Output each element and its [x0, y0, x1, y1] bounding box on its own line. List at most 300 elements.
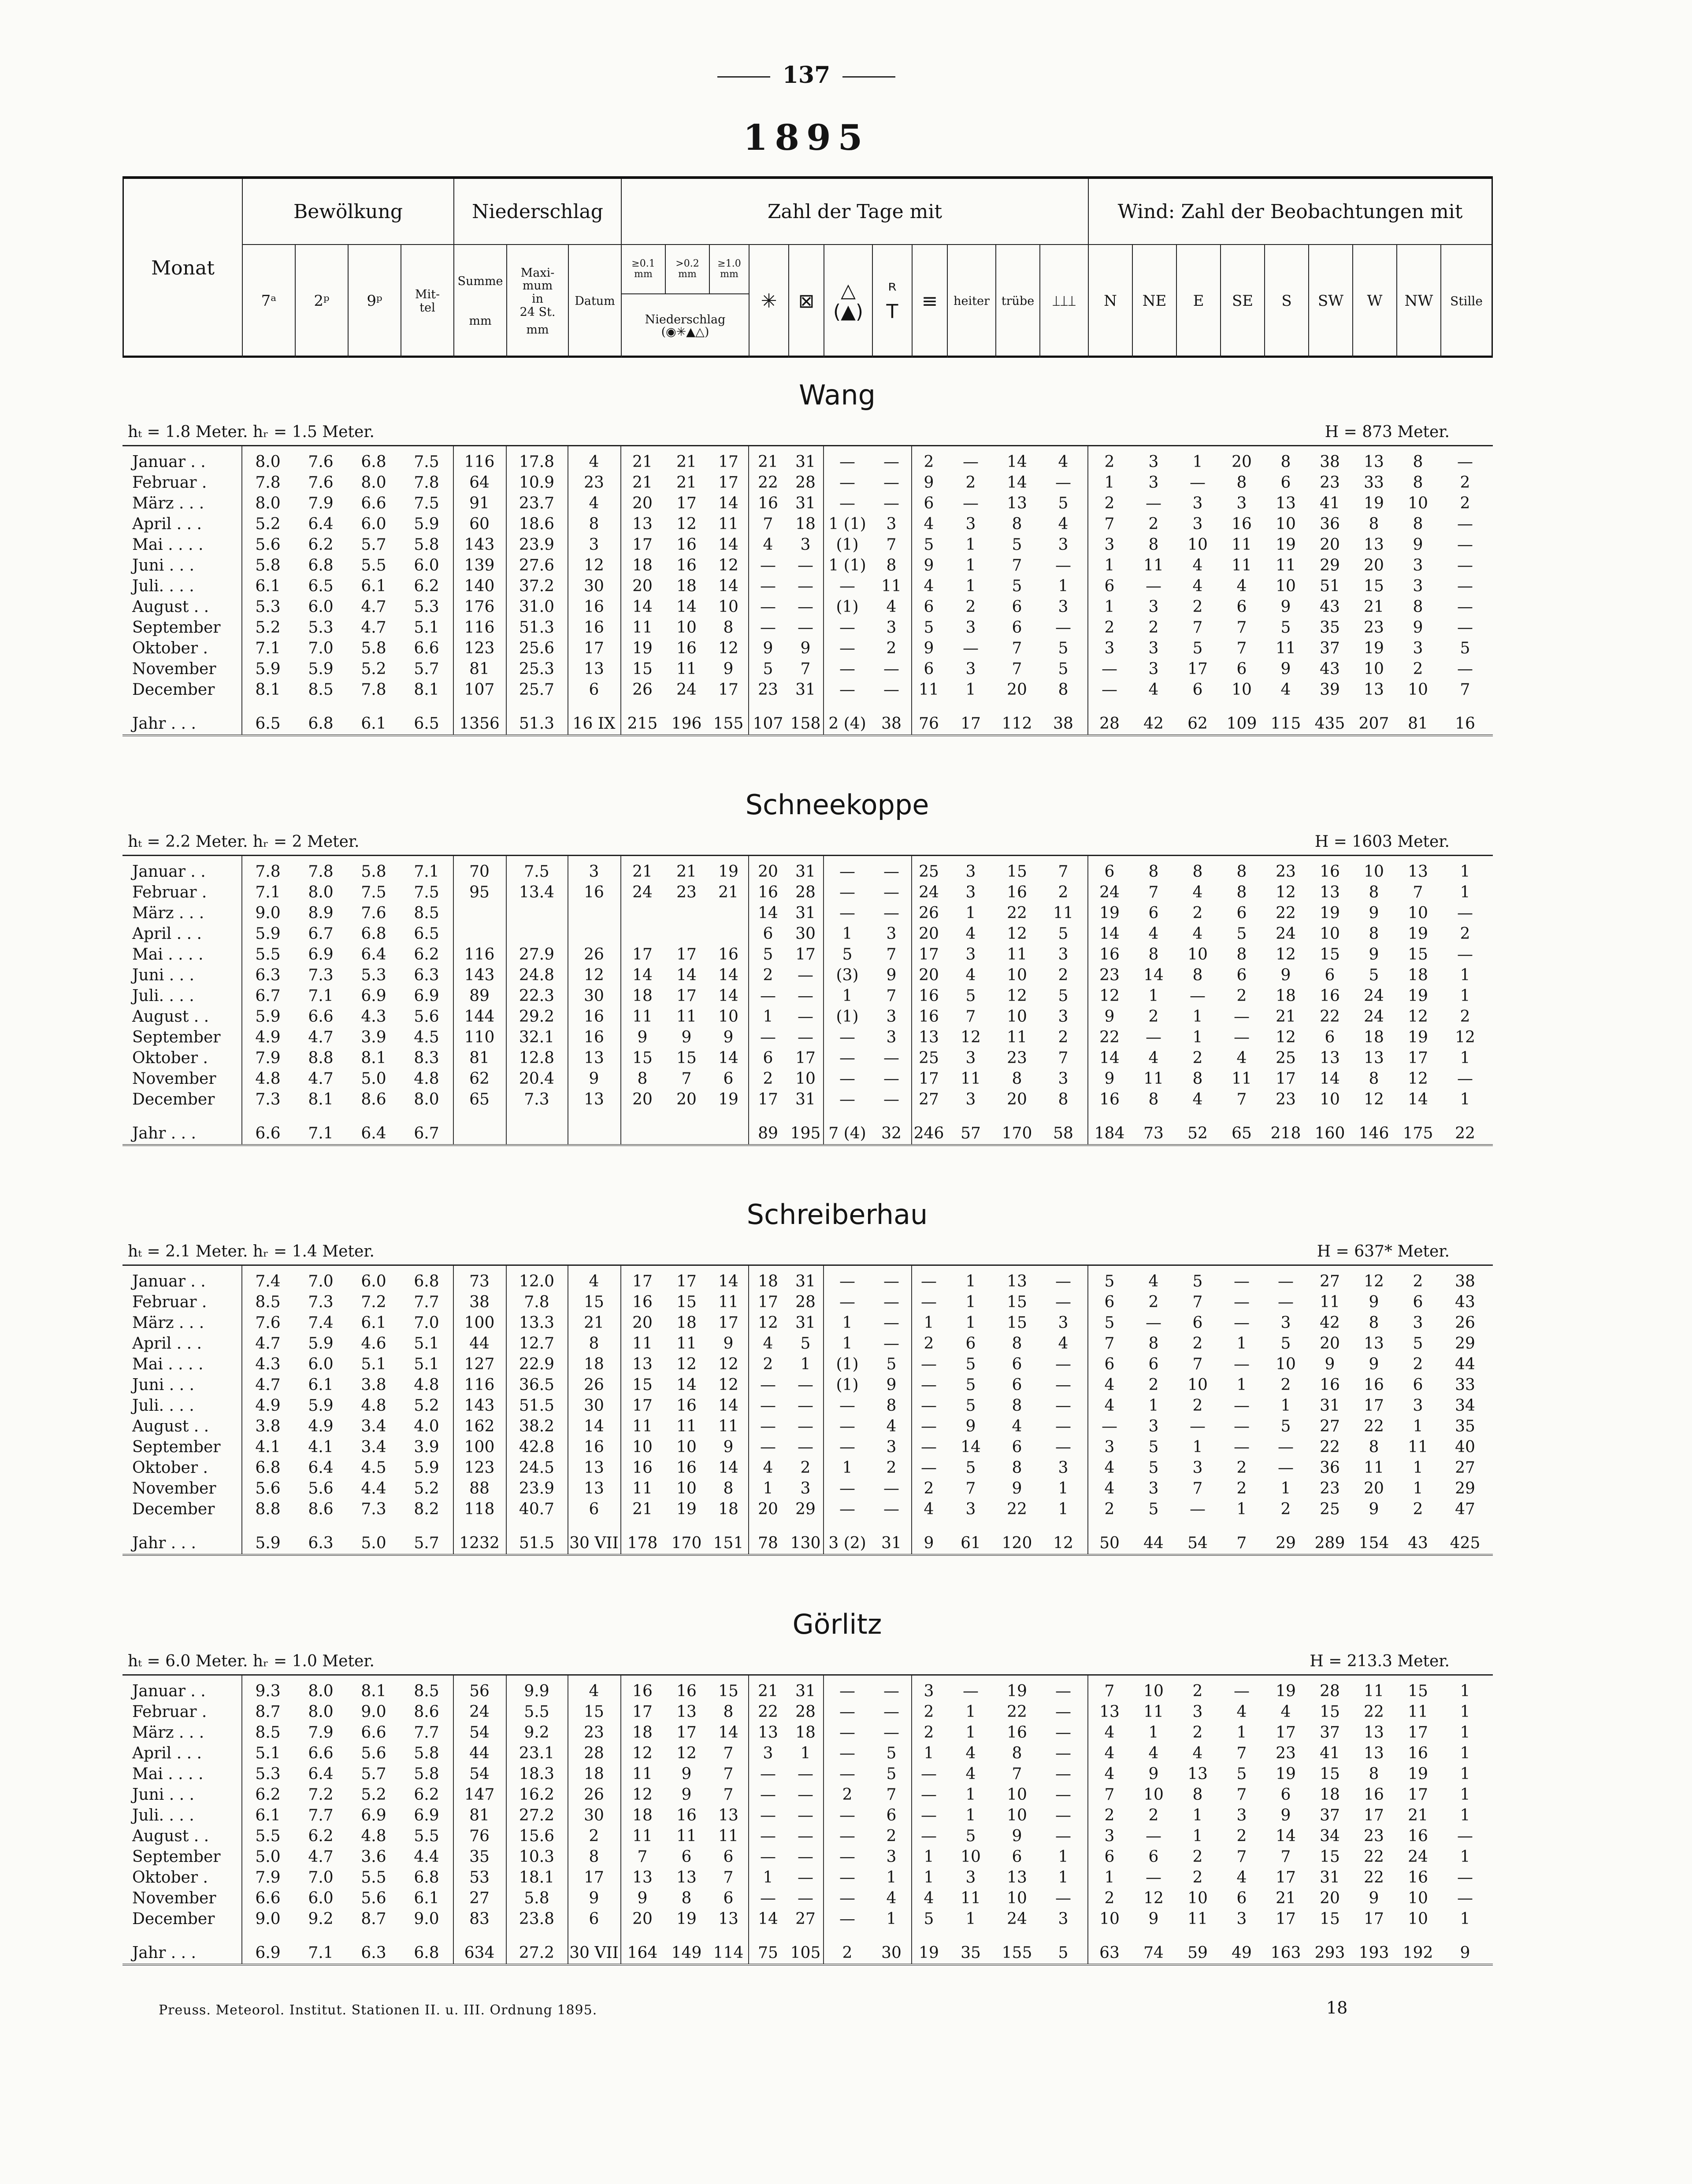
table-cell: 11	[632, 1008, 653, 1026]
table-cell: 4	[589, 494, 599, 512]
table-cell: 12	[1276, 883, 1296, 901]
table-cell: 18	[632, 1806, 653, 1824]
table-cell: —	[1190, 987, 1206, 1005]
table-cell: 28	[795, 1703, 816, 1721]
table-cell: 2	[1148, 1806, 1159, 1824]
table-cell: 24.5	[519, 1459, 555, 1477]
table-cell: 14	[1099, 1049, 1120, 1067]
table-cell: 1	[965, 1786, 976, 1804]
table-cell: 8	[1236, 883, 1247, 901]
table-cell: 7	[723, 1765, 734, 1783]
table-cell: 1	[965, 556, 976, 575]
table-cell: 10	[1099, 1910, 1120, 1928]
month-label: März . . .	[132, 1724, 204, 1742]
table-cell: 20	[1320, 536, 1340, 554]
table-cell: 7.4	[255, 1272, 281, 1290]
table-cell: 6.2	[414, 577, 439, 595]
table-cell: 30 VII	[569, 1534, 619, 1552]
table-cell: 6.7	[255, 987, 281, 1005]
table-cell: 1	[1058, 1869, 1069, 1887]
table-cell: 61	[961, 1534, 981, 1552]
table-cell: 20	[632, 1314, 653, 1332]
table-cell: 4	[924, 515, 934, 533]
table-cell: 5.0	[361, 1070, 386, 1088]
table-cell: 8.1	[361, 1682, 386, 1700]
table-cell: —	[839, 1397, 855, 1415]
table-cell: 11	[632, 1765, 653, 1783]
table-cell: 146	[1358, 1124, 1389, 1142]
table-cell: 13	[1320, 1049, 1340, 1067]
table-cell: 1	[763, 1008, 773, 1026]
table-cell: 24	[1007, 1910, 1027, 1928]
table-cell: 3	[965, 883, 976, 901]
header-wind-s: S	[1265, 245, 1309, 358]
table-cell: 15	[1364, 577, 1384, 595]
table-cell: 11	[1007, 1028, 1027, 1046]
table-cell: 10	[1143, 1682, 1164, 1700]
table-cell: —	[839, 1869, 855, 1887]
table-cell: 1	[1104, 474, 1115, 492]
table-cell: 170	[1002, 1124, 1032, 1142]
table-cell: 11	[961, 1070, 981, 1088]
table-cell: 435	[1314, 715, 1345, 733]
table-cell: 9	[1280, 660, 1291, 678]
table-cell: —	[839, 1438, 855, 1456]
table-cell: 44	[469, 1335, 490, 1353]
sheet-number: 18	[1326, 1998, 1348, 2017]
table-cell: 6	[1325, 966, 1335, 984]
table-cell: 20	[632, 494, 653, 512]
table-cell: 9	[924, 1534, 934, 1552]
table-cell: 17	[919, 1070, 939, 1088]
table-cell: 140	[464, 577, 495, 595]
table-cell: 11	[1187, 1910, 1208, 1928]
table-cell: 12	[758, 1314, 778, 1332]
table-cell: 143	[464, 1397, 495, 1415]
table-cell: 5	[965, 987, 976, 1005]
table-cell: —	[1146, 1827, 1161, 1845]
table-cell: —	[1234, 1438, 1250, 1456]
table-cell: 8	[1280, 453, 1291, 471]
table-row	[122, 1702, 1493, 1722]
table-row	[122, 472, 1493, 493]
table-cell: 7	[1104, 1335, 1115, 1353]
table-cell: 6	[1104, 863, 1115, 881]
table-cell: 6	[589, 1910, 599, 1928]
table-cell: 9	[1369, 946, 1379, 964]
table-cell: 5	[763, 946, 773, 964]
table-cell: —	[798, 987, 813, 1005]
table-cell: 1 (1)	[828, 556, 866, 575]
table-cell: 34	[1455, 1397, 1475, 1415]
table-cell: 3	[1192, 515, 1203, 533]
table-cell: 2	[1236, 987, 1247, 1005]
table-cell: —	[798, 556, 813, 575]
table-cell: 10	[1007, 1806, 1027, 1824]
table-cell: 9	[1280, 966, 1291, 984]
table-cell: 6.4	[308, 1459, 334, 1477]
table-cell: 12	[718, 639, 738, 657]
table-cell: 2	[1280, 1500, 1291, 1518]
table-cell: 6	[1104, 1355, 1115, 1373]
table-cell: 5	[1280, 1335, 1291, 1353]
table-cell: 8	[1058, 681, 1069, 699]
table-cell: 13	[1364, 1724, 1384, 1742]
table-cell: 4	[1104, 1479, 1115, 1498]
table-cell: 8	[1369, 925, 1379, 943]
table-cell: 30	[795, 925, 816, 943]
table-cell: 54	[469, 1765, 490, 1783]
table-cell: 18	[795, 1724, 816, 1742]
month-label: Oktober .	[132, 1459, 208, 1477]
table-cell: 51.3	[519, 619, 555, 637]
table-cell: 18	[584, 1355, 604, 1373]
table-cell: 58	[1053, 1124, 1073, 1142]
table-cell: —	[1055, 556, 1071, 575]
table-cell: 4	[1104, 1744, 1115, 1762]
table-cell: 5.9	[308, 1397, 334, 1415]
table-cell: 13	[919, 1028, 939, 1046]
table-cell: 2	[886, 1459, 897, 1477]
table-cell: 9	[1460, 1944, 1470, 1962]
table-cell: 6	[924, 494, 934, 512]
table-cell: 44	[1143, 1534, 1164, 1552]
table-cell: 3	[1058, 1910, 1069, 1928]
table-cell	[453, 923, 506, 944]
table-cell: 5.6	[361, 1744, 386, 1762]
table-cell: 18	[758, 1272, 778, 1290]
table-cell: —	[839, 1272, 855, 1290]
table-cell: 21	[1364, 598, 1384, 616]
table-cell: 5.9	[308, 1335, 334, 1353]
table-cell: 14	[718, 577, 738, 595]
table-cell: 12	[718, 1376, 738, 1394]
table-cell: 5.8	[255, 556, 281, 575]
table-cell: 7	[723, 1869, 734, 1887]
table-cell: —	[1102, 681, 1117, 699]
table-cell: 116	[464, 453, 495, 471]
table-cell: 7.1	[308, 1944, 334, 1962]
table-cell: 3	[1058, 1459, 1069, 1477]
table-cell	[568, 1123, 620, 1144]
table-cell: 6.3	[414, 966, 439, 984]
month-label: November	[132, 1070, 216, 1088]
table-cell: 5	[1413, 1335, 1423, 1353]
table-cell: 164	[627, 1944, 658, 1962]
table-cell: —	[883, 1272, 899, 1290]
month-label: Juni . . .	[132, 966, 194, 984]
month-label: December	[132, 1090, 215, 1109]
table-cell: 19	[1320, 904, 1340, 922]
table-cell: 4	[1148, 925, 1159, 943]
table-cell: 5.2	[361, 1786, 386, 1804]
table-cell: 3	[1280, 1314, 1291, 1332]
table-cell: 17	[795, 1049, 816, 1067]
table-cell: 51	[1320, 577, 1340, 595]
table-cell: 27	[1320, 1272, 1340, 1290]
table-cell: —	[839, 1703, 855, 1721]
table-cell: 9	[681, 1786, 692, 1804]
table-cell: 2	[589, 1827, 599, 1845]
table-cell: 28	[584, 1744, 604, 1762]
table-cell: 49	[1232, 1944, 1252, 1962]
table-cell: 5.2	[255, 515, 281, 533]
table-cell: —	[1055, 474, 1071, 492]
table-cell: 1	[965, 1910, 976, 1928]
table-cell: 6	[763, 1049, 773, 1067]
table-cell: 31	[1320, 1397, 1340, 1415]
table-cell: 114	[713, 1944, 744, 1962]
table-cell: —	[1055, 1889, 1071, 1907]
table-cell: 155	[1002, 1944, 1032, 1962]
table-cell: 6.0	[308, 598, 334, 616]
table-row	[122, 1333, 1493, 1354]
table-cell: 8	[886, 1397, 897, 1415]
table-cell: 5.1	[255, 1744, 281, 1762]
table-cell: 425	[1450, 1534, 1480, 1552]
table-cell: 3.6	[361, 1848, 386, 1866]
table-cell: —	[1234, 1008, 1250, 1026]
month-label: Januar . .	[132, 863, 206, 881]
table-cell: 35	[961, 1944, 981, 1962]
table-cell: 5.3	[255, 1765, 281, 1783]
table-cell: 154	[1358, 1534, 1389, 1552]
table-cell: 2	[965, 474, 976, 492]
table-cell: 6.4	[308, 1765, 334, 1783]
table-cell: 147	[464, 1786, 495, 1804]
table-cell: 1232	[459, 1534, 500, 1552]
table-cell: —	[1055, 1397, 1071, 1415]
table-cell: 5.8	[414, 1765, 439, 1783]
table-cell: —	[1146, 494, 1161, 512]
table-cell: 15	[1007, 1293, 1027, 1311]
table-cell: 11	[632, 1479, 653, 1498]
table-cell: 3	[965, 1049, 976, 1067]
table-cell: 163	[1270, 1944, 1301, 1962]
table-cell: —	[1146, 577, 1161, 595]
table-cell: 3.4	[361, 1438, 386, 1456]
table-cell: 16	[1320, 1376, 1340, 1394]
table-cell: 4.4	[414, 1848, 439, 1866]
table-cell: —	[798, 1028, 813, 1046]
table-cell: 3	[1058, 946, 1069, 964]
summe-label: Summe	[457, 274, 503, 289]
table-cell: 14	[758, 904, 778, 922]
table-cell: 14	[584, 1417, 604, 1435]
table-cell: 6	[1104, 1848, 1115, 1866]
table-cell: 1	[842, 1459, 853, 1477]
table-cell: 1	[1236, 1335, 1247, 1353]
table-cell: 18	[676, 577, 697, 595]
table-cell: 1	[1104, 1869, 1115, 1887]
table-cell: 31	[795, 681, 816, 699]
table-cell: 6	[1280, 1786, 1291, 1804]
table-cell: 22	[1320, 1438, 1340, 1456]
table-cell: 17	[632, 1272, 653, 1290]
table-cell: 25.3	[519, 660, 555, 678]
table-cell: 19	[1007, 1682, 1027, 1700]
month-label: April . . .	[132, 925, 202, 943]
table-cell: 13	[1364, 681, 1384, 699]
table-cell: —	[839, 453, 855, 471]
table-cell: 8	[1369, 1765, 1379, 1783]
table-cell: 7	[1058, 863, 1069, 881]
table-cell: 8	[1236, 863, 1247, 881]
table-cell: 3	[1192, 1459, 1203, 1477]
table-cell: 17	[758, 1090, 778, 1109]
table-cell: 1	[1148, 987, 1159, 1005]
table-cell: —	[921, 1376, 937, 1394]
table-cell: —	[798, 577, 813, 595]
table-cell: 1	[1192, 453, 1203, 471]
table-cell: 8	[1413, 598, 1423, 616]
table-cell: 2	[1148, 619, 1159, 637]
table-cell: 8	[589, 515, 599, 533]
table-cell: 1	[1058, 1848, 1069, 1866]
table-cell: 9	[723, 1438, 734, 1456]
table-cell: 9.0	[255, 904, 281, 922]
table-cell: 4	[763, 536, 773, 554]
table-cell: 33	[1364, 474, 1384, 492]
table-cell: 176	[464, 598, 495, 616]
table-cell: 24	[1276, 925, 1296, 943]
table-cell: 6	[723, 1070, 734, 1088]
table-row	[122, 986, 1493, 1006]
table-cell: 6.9	[361, 1806, 386, 1824]
table-cell: 27	[919, 1090, 939, 1109]
table-cell: —	[883, 1682, 899, 1700]
table-cell: 6.5	[308, 577, 334, 595]
table-cell: 15	[1320, 946, 1340, 964]
table-cell: 11	[718, 515, 738, 533]
table-cell: 7.5	[414, 883, 439, 901]
table-cell: —	[1457, 536, 1473, 554]
table-cell: 12	[676, 1744, 697, 1762]
table-cell: 5.6	[308, 1479, 334, 1498]
table-cell: 6.7	[308, 925, 334, 943]
month-label: November	[132, 1889, 216, 1907]
table-cell: 9	[1280, 1806, 1291, 1824]
table-cell: 9.9	[524, 1682, 549, 1700]
table-cell: —	[921, 1293, 937, 1311]
table-cell: 5.1	[414, 619, 439, 637]
table-cell: 8.0	[308, 1703, 334, 1721]
table-cell: 11	[676, 660, 697, 678]
table-cell: 10	[718, 1008, 738, 1026]
table-cell: —	[963, 639, 979, 657]
table-cell: —	[839, 1479, 855, 1498]
table-cell: 22	[1276, 904, 1296, 922]
table-cell: 8	[1369, 1438, 1379, 1456]
table-cell: 6.9	[361, 987, 386, 1005]
table-cell: 24	[469, 1703, 490, 1721]
table-cell: 32.1	[519, 1028, 555, 1046]
table-cell: 5.1	[414, 1355, 439, 1373]
thermometer-height: hₜ = 6.0 Meter. hᵣ = 1.0 Meter.	[128, 1652, 375, 1670]
table-cell: 6.8	[308, 556, 334, 575]
month-label: Januar . .	[132, 453, 206, 471]
table-cell: 1	[1058, 1479, 1069, 1498]
month-label: März . . .	[132, 494, 204, 512]
table-cell: 6.0	[414, 556, 439, 575]
table-cell: 1	[924, 1314, 934, 1332]
table-cell: —	[1457, 598, 1473, 616]
table-cell: —	[839, 660, 855, 678]
table-cell: 7	[886, 1786, 897, 1804]
table-cell: 10	[1320, 925, 1340, 943]
table-cell: 5.2	[255, 619, 281, 637]
table-cell: 13	[758, 1724, 778, 1742]
table-cell: 7.3	[255, 1090, 281, 1109]
month-label: Februar .	[132, 1293, 207, 1311]
table-cell: 7	[763, 515, 773, 533]
table-cell: 23	[676, 883, 697, 901]
table-cell: 13	[1007, 1272, 1027, 1290]
table-cell: 20.4	[519, 1070, 555, 1088]
table-cell: 37.2	[519, 577, 555, 595]
table-cell: 1	[1236, 1376, 1247, 1394]
table-cell: 4	[1148, 681, 1159, 699]
table-cell: 8.0	[308, 883, 334, 901]
table-cell: 1	[763, 1479, 773, 1498]
table-cell: 1	[924, 1869, 934, 1887]
table-cell: (1)	[836, 536, 859, 554]
table-cell: 31	[795, 1090, 816, 1109]
table-cell: —	[1278, 1459, 1294, 1477]
month-label: September	[132, 1848, 221, 1866]
table-cell: —	[1278, 1293, 1294, 1311]
table-cell: 4.5	[361, 1459, 386, 1477]
table-cell: —	[798, 1397, 813, 1415]
table-cell: 30	[584, 987, 604, 1005]
table-cell: —	[921, 1806, 937, 1824]
table-cell: 5	[1104, 1314, 1115, 1332]
table-cell: 4	[1192, 556, 1203, 575]
table-cell: 3	[886, 515, 897, 533]
station-elevation: H = 213.3 Meter.	[1310, 1652, 1450, 1670]
table-cell: —	[839, 1070, 855, 1088]
table-cell: 151	[713, 1534, 744, 1552]
table-cell: 6	[1192, 681, 1203, 699]
table-cell: 6	[1280, 474, 1291, 492]
table-cell: —	[1234, 1397, 1250, 1415]
table-cell: 10	[676, 1438, 697, 1456]
table-cell: 6	[1236, 966, 1247, 984]
table-cell: 5.5	[255, 1827, 281, 1845]
table-cell: 2	[1104, 1889, 1115, 1907]
header-wind: Wind: Zahl der Beobachtungen mit	[1089, 179, 1492, 245]
table-cell: 8	[1012, 1335, 1022, 1353]
table-cell: —	[1055, 1703, 1071, 1721]
table-cell: 15	[632, 1049, 653, 1067]
table-cell: —	[1055, 1293, 1071, 1311]
table-cell: 22.9	[519, 1355, 555, 1373]
table-cell: 175	[1403, 1124, 1433, 1142]
table-cell: —	[798, 1417, 813, 1435]
table-cell: —	[963, 453, 979, 471]
table-cell: 26	[632, 681, 653, 699]
table-cell	[664, 923, 709, 944]
table-cell: 14	[1276, 1827, 1296, 1845]
table-cell: 20	[676, 1090, 697, 1109]
table-cell: 33	[1455, 1376, 1475, 1394]
table-cell: 6.9	[308, 946, 334, 964]
month-label: Juni . . .	[132, 556, 194, 575]
table-cell: —	[1055, 1806, 1071, 1824]
table-cell: —	[1457, 619, 1473, 637]
table-cell: 5.7	[414, 660, 439, 678]
table-cell: 2	[886, 639, 897, 657]
